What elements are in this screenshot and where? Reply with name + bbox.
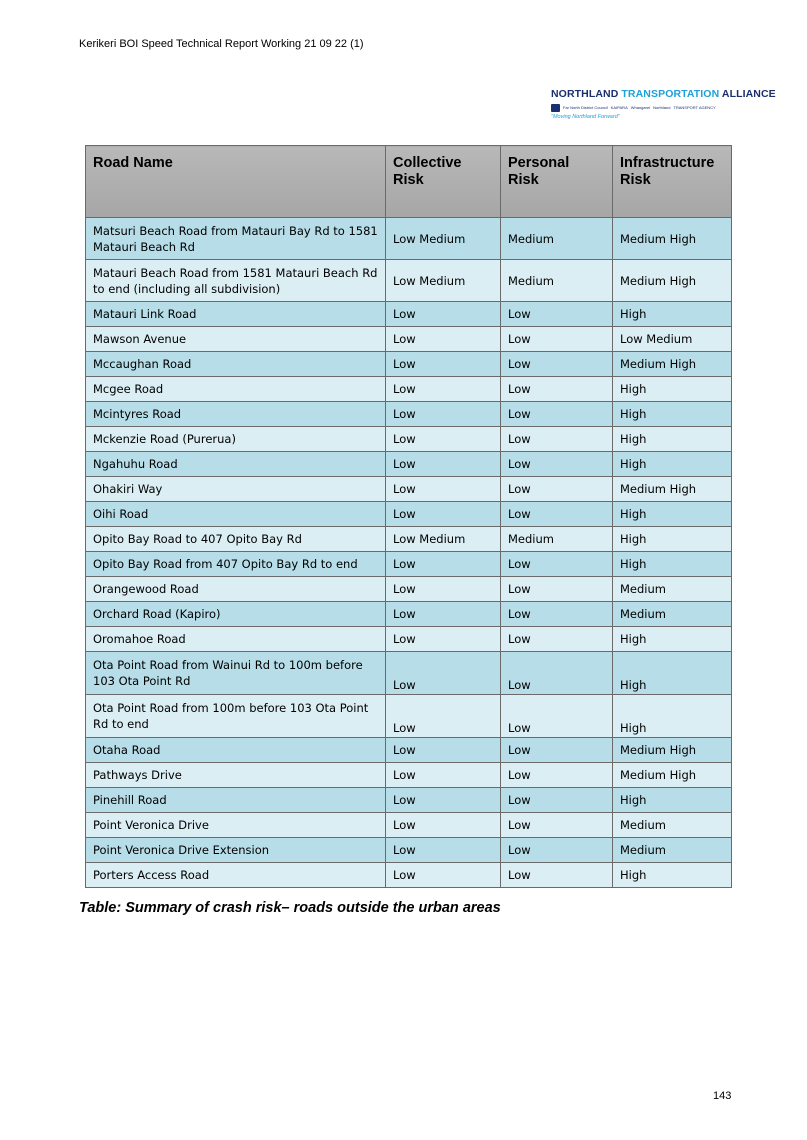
road-name-cell: Otaha Road xyxy=(86,738,386,763)
collective-risk-cell: Low xyxy=(386,763,501,788)
header-infrastructure-risk-line2: Risk xyxy=(620,172,651,188)
personal-risk-cell: Low xyxy=(501,452,613,477)
road-name-cell: Matauri Beach Road from 1581 Matauri Beach Rd to end (including all subdivision) xyxy=(86,260,386,302)
header-collective-risk xyxy=(386,146,501,218)
road-name-cell: Matsuri Beach Road from Matauri Bay Rd to 1581 Matauri Beach Rd xyxy=(86,218,386,260)
personal-risk-cell: Low xyxy=(501,352,613,377)
road-name-cell: Orangewood Road xyxy=(86,577,386,602)
collective-risk-cell: Low Medium xyxy=(386,260,501,302)
personal-risk-cell: Low xyxy=(501,427,613,452)
table-row xyxy=(86,477,732,502)
road-name-cell: Pinehill Road xyxy=(86,788,386,813)
partner-whangarei: Whangarei xyxy=(630,105,651,110)
table-row xyxy=(86,627,732,652)
table-row xyxy=(86,452,732,477)
infrastructure-risk-cell: Medium High xyxy=(613,260,732,302)
collective-risk-cell: Low xyxy=(386,577,501,602)
collective-risk-cell: Low xyxy=(386,302,501,327)
collective-risk-cell: Low xyxy=(386,377,501,402)
table-row xyxy=(86,327,732,352)
infrastructure-risk-cell: High xyxy=(613,502,732,527)
collective-risk-cell: Low xyxy=(386,502,501,527)
personal-risk-cell: Low xyxy=(501,627,613,652)
road-name-cell: Opito Bay Road from 407 Opito Bay Rd to end xyxy=(86,552,386,577)
road-name-cell: Point Veronica Drive Extension xyxy=(86,838,386,863)
infrastructure-risk-cell: Medium High xyxy=(613,763,732,788)
collective-risk-cell: Low xyxy=(386,627,501,652)
personal-risk-cell: Low xyxy=(501,763,613,788)
personal-risk-cell: Medium xyxy=(501,260,613,302)
personal-risk-cell: Low xyxy=(501,738,613,763)
personal-risk-cell: Low xyxy=(501,552,613,577)
infrastructure-risk-cell: Medium High xyxy=(613,352,732,377)
infrastructure-risk-cell: High xyxy=(613,695,732,738)
infrastructure-risk-cell: High xyxy=(613,627,732,652)
personal-risk-cell: Low xyxy=(501,602,613,627)
logo-title-part2: TRANSPORTATION xyxy=(621,88,720,100)
table-row xyxy=(86,838,732,863)
road-name-cell: Mcintyres Road xyxy=(86,402,386,427)
personal-risk-cell: Low xyxy=(501,477,613,502)
infrastructure-risk-cell: High xyxy=(613,377,732,402)
road-name-cell: Mccaughan Road xyxy=(86,352,386,377)
partner-transport-agency: TRANSPORT AGENCY xyxy=(673,105,716,110)
road-name-cell: Mawson Avenue xyxy=(86,327,386,352)
personal-risk-cell: Low xyxy=(501,863,613,888)
road-name-cell: Opito Bay Road to 407 Opito Bay Rd xyxy=(86,527,386,552)
infrastructure-risk-cell: Medium High xyxy=(613,218,732,260)
header-infrastructure-risk-line1: Infrastructure xyxy=(620,155,715,171)
infrastructure-risk-cell: High xyxy=(613,652,732,695)
infrastructure-risk-cell: High xyxy=(613,527,732,552)
collective-risk-cell: Low Medium xyxy=(386,218,501,260)
logo-title-part3: ALLIANCE xyxy=(719,88,776,100)
personal-risk-cell: Low xyxy=(501,502,613,527)
road-name-cell: Matauri Link Road xyxy=(86,302,386,327)
table-row xyxy=(86,813,732,838)
infrastructure-risk-cell: Medium xyxy=(613,602,732,627)
collective-risk-cell: Low xyxy=(386,402,501,427)
collective-risk-cell: Low xyxy=(386,452,501,477)
infrastructure-risk-cell: High xyxy=(613,302,732,327)
road-name-cell: Ota Point Road from 100m before 103 Ota Point Rd to end xyxy=(86,695,386,738)
header-personal-risk xyxy=(501,146,613,218)
table-row xyxy=(86,763,732,788)
personal-risk-cell: Low xyxy=(501,327,613,352)
table-row xyxy=(86,427,732,452)
table-row xyxy=(86,302,732,327)
personal-risk-cell: Low xyxy=(501,402,613,427)
collective-risk-cell: Low xyxy=(386,552,501,577)
personal-risk-cell: Low xyxy=(501,377,613,402)
table-row xyxy=(86,402,732,427)
road-name-cell: Pathways Drive xyxy=(86,763,386,788)
personal-risk-cell: Low xyxy=(501,838,613,863)
logo-partners xyxy=(551,102,721,113)
infrastructure-risk-cell: Medium xyxy=(613,838,732,863)
table-row xyxy=(86,863,732,888)
infrastructure-risk-cell: Medium High xyxy=(613,477,732,502)
infrastructure-risk-cell: High xyxy=(613,452,732,477)
infrastructure-risk-cell: Medium xyxy=(613,813,732,838)
header-infrastructure-risk xyxy=(613,146,732,218)
personal-risk-cell: Low xyxy=(501,577,613,602)
table-row xyxy=(86,352,732,377)
personal-risk-cell: Low xyxy=(501,302,613,327)
document-title: Kerikeri BOI Speed Technical Report Working 21 09 22 (1) xyxy=(79,38,364,50)
page-number: 143 xyxy=(713,1090,732,1102)
table-row xyxy=(86,788,732,813)
road-name-cell: Mcgee Road xyxy=(86,377,386,402)
personal-risk-cell: Low xyxy=(501,813,613,838)
road-name-cell: Oromahoe Road xyxy=(86,627,386,652)
header-road-name xyxy=(86,146,386,218)
collective-risk-cell: Low xyxy=(386,652,501,695)
road-name-cell: Orchard Road (Kapiro) xyxy=(86,602,386,627)
personal-risk-cell: Medium xyxy=(501,527,613,552)
collective-risk-cell: Low xyxy=(386,427,501,452)
personal-risk-cell: Low xyxy=(501,788,613,813)
collective-risk-cell: Low xyxy=(386,477,501,502)
collective-risk-cell: Low Medium xyxy=(386,527,501,552)
infrastructure-risk-cell: High xyxy=(613,402,732,427)
road-name-cell: Oihi Road xyxy=(86,502,386,527)
infrastructure-risk-cell: Medium High xyxy=(613,738,732,763)
table-header-row xyxy=(86,146,732,218)
infrastructure-risk-cell: High xyxy=(613,552,732,577)
table-row xyxy=(86,377,732,402)
personal-risk-cell: Low xyxy=(501,652,613,695)
personal-risk-cell: Low xyxy=(501,695,613,738)
infrastructure-risk-cell: High xyxy=(613,427,732,452)
logo-title xyxy=(551,88,776,100)
table-row xyxy=(86,577,732,602)
collective-risk-cell: Low xyxy=(386,352,501,377)
road-name-cell: Ohakiri Way xyxy=(86,477,386,502)
collective-risk-cell: Low xyxy=(386,813,501,838)
header-collective-risk-line2: Risk xyxy=(393,172,424,188)
table-row xyxy=(86,695,732,738)
table-caption: Table: Summary of crash risk– roads outside the urban areas xyxy=(79,900,501,916)
collective-risk-cell: Low xyxy=(386,695,501,738)
header-road-name-label: Road Name xyxy=(93,155,173,171)
partner-far-north: Far North District Council xyxy=(563,105,608,110)
table-row xyxy=(86,652,732,695)
partner-kaipara: KAIPARA xyxy=(610,105,628,110)
table-row xyxy=(86,527,732,552)
collective-risk-cell: Low xyxy=(386,602,501,627)
collective-risk-cell: Low xyxy=(386,838,501,863)
northland-transportation-alliance-logo xyxy=(551,88,776,123)
collective-risk-cell: Low xyxy=(386,863,501,888)
personal-risk-cell: Medium xyxy=(501,218,613,260)
table-row xyxy=(86,738,732,763)
table-row xyxy=(86,260,732,302)
collective-risk-cell: Low xyxy=(386,327,501,352)
header-personal-risk-line2: Risk xyxy=(508,172,539,188)
crash-risk-table xyxy=(85,145,732,888)
table-row xyxy=(86,502,732,527)
collective-risk-cell: Low xyxy=(386,738,501,763)
table-row xyxy=(86,218,732,260)
infrastructure-risk-cell: Medium xyxy=(613,577,732,602)
header-personal-risk-line1: Personal xyxy=(508,155,570,171)
road-name-cell: Point Veronica Drive xyxy=(86,813,386,838)
header-collective-risk-line1: Collective xyxy=(393,155,462,171)
table-row xyxy=(86,602,732,627)
infrastructure-risk-cell: High xyxy=(613,788,732,813)
table-row xyxy=(86,552,732,577)
road-name-cell: Mckenzie Road (Purerua) xyxy=(86,427,386,452)
collective-risk-cell: Low xyxy=(386,788,501,813)
logo-slogan: "Moving Northland Forward" xyxy=(551,114,620,120)
infrastructure-risk-cell: Low Medium xyxy=(613,327,732,352)
road-name-cell: Ota Point Road from Wainui Rd to 100m before 103 Ota Point Rd xyxy=(86,652,386,695)
partner-northland: Northland xyxy=(653,105,671,110)
road-name-cell: Porters Access Road xyxy=(86,863,386,888)
council-crest-icon xyxy=(551,104,560,112)
road-name-cell: Ngahuhu Road xyxy=(86,452,386,477)
infrastructure-risk-cell: High xyxy=(613,863,732,888)
logo-title-part1: NORTHLAND xyxy=(551,88,622,100)
